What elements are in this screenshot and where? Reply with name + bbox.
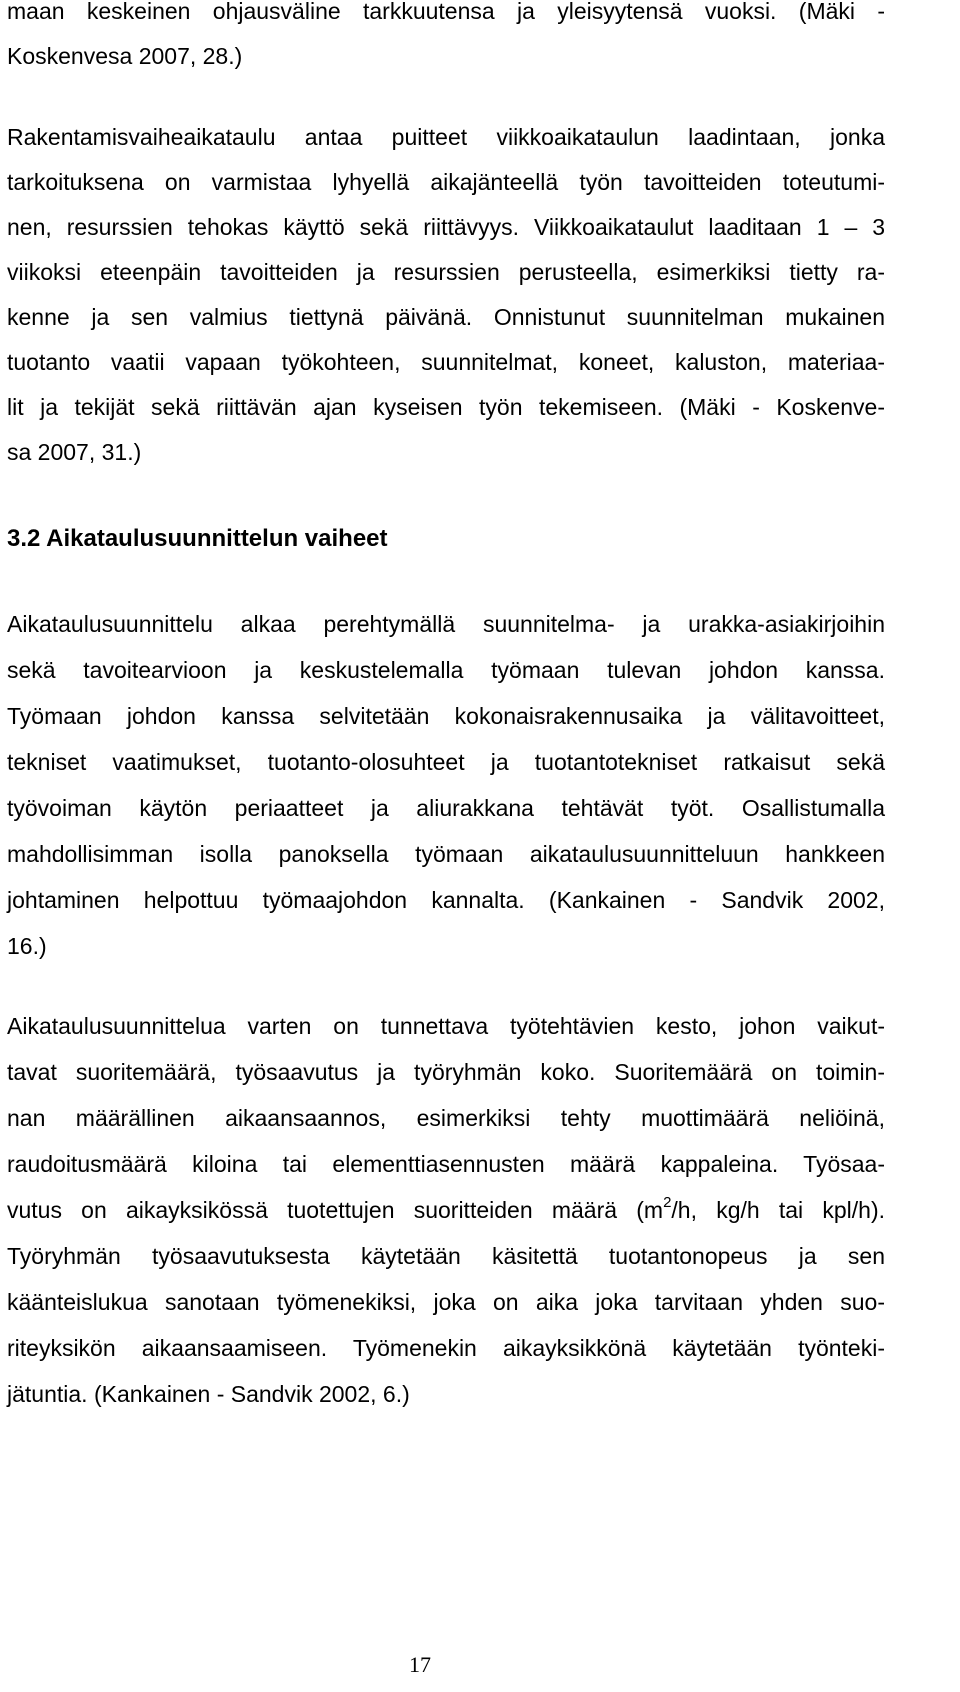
paragraph-2-line-6: tuotanto vaatii vapaan työkohteen, suunnitelmat, koneet, kaluston, materiaa- — [7, 349, 885, 375]
paragraph-4-line-9: jätuntia. (Kankainen - Sandvik 2002, 6.) — [7, 1381, 410, 1407]
section-heading: 3.2 Aikataulusuunnittelun vaiheet — [7, 525, 388, 552]
paragraph-4-line-5 — [7, 1196, 885, 1224]
paragraph-3-line-4: tekniset vaatimukset, tuotanto-olosuhteet ja tuotantotekniset ratkaisut sekä — [7, 749, 885, 775]
paragraph-4-line-1: Aikataulusuunnittelua varten on tunnettava työtehtävien kesto, johon vaikut- — [7, 1013, 885, 1039]
paragraph-3-line-2: sekä tavoitearvioon ja keskustelemalla työmaan tulevan johdon kanssa. — [7, 657, 885, 683]
paragraph-2-line-2: tarkoituksena on varmistaa lyhyellä aikajänteellä työn tavoitteiden toteutumi- — [7, 169, 885, 195]
paragraph-3-line-5: työvoiman käytön periaatteet ja aliurakkana tehtävät työt. Osallistumalla — [7, 795, 885, 821]
line-text-before-superscript: vutus on aikayksikössä tuotettujen suoritteiden määrä (m — [7, 1197, 664, 1223]
paragraph-2-line-4: viikoksi eteenpäin tavoitteiden ja resurssien perusteella, esimerkiksi tietty ra- — [7, 259, 885, 285]
paragraph-2-line-8: sa 2007, 31.) — [7, 439, 142, 465]
paragraph-2-line-3: nen, resurssien tehokas käyttö sekä riittävyys. Viikkoaikataulut laaditaan 1 – 3 — [7, 214, 885, 240]
paragraph-4-line-6: Työryhmän työsaavutuksesta käytetään käsitettä tuotantonopeus ja sen — [7, 1243, 885, 1269]
paragraph-3-line-7: johtaminen helpottuu työmaajohdon kannalta. (Kankainen - Sandvik 2002, — [7, 887, 885, 913]
line-text-after-superscript: /h, kg/h tai kpl/h). — [671, 1197, 886, 1223]
paragraph-4-line-8: riteyksikön aikaansaamiseen. Työmenekin aikayksikkönä käytetään työnteki- — [7, 1335, 885, 1361]
page-number: 17 — [409, 1652, 431, 1677]
paragraph-4-line-3: nan määrällinen aikaansaannos, esimerkiksi tehty muottimäärä neliöinä, — [7, 1105, 885, 1131]
paragraph-1-line-1: maan keskeinen ohjausväline tarkkuutensa ja yleisyytensä vuoksi. (Mäki - — [7, 0, 885, 24]
paragraph-3-line-8: 16.) — [7, 933, 47, 959]
paragraph-1-line-2: Koskenvesa 2007, 28.) — [7, 43, 243, 69]
paragraph-3-line-3: Työmaan johdon kanssa selvitetään kokonaisrakennusaika ja välitavoitteet, — [7, 703, 885, 729]
paragraph-4-line-2: tavat suoritemäärä, työsaavutus ja työryhmän koko. Suoritemäärä on toimin- — [7, 1059, 885, 1085]
paragraph-2-line-7: lit ja tekijät sekä riittävän ajan kyseisen työn tekemiseen. (Mäki - Koskenve- — [7, 394, 885, 420]
paragraph-2-line-1: Rakentamisvaiheaikataulu antaa puitteet viikkoaikataulun laadintaan, jonka — [7, 124, 885, 150]
paragraph-3-line-6: mahdollisimman isolla panoksella työmaan aikataulusuunnitteluun hankkeen — [7, 841, 885, 867]
superscript-two: 2 — [663, 1194, 672, 1212]
paragraph-2-line-5: kenne ja sen valmius tiettynä päivänä. Onnistunut suunnitelman mukainen — [7, 304, 885, 330]
paragraph-4-line-7: käänteislukua sanotaan työmenekiksi, joka on aika joka tarvitaan yhden suo- — [7, 1289, 885, 1315]
paragraph-3-line-1: Aikataulusuunnittelu alkaa perehtymällä suunnitelma- ja urakka-asiakirjoihin — [7, 611, 885, 637]
paragraph-4-line-4: raudoitusmäärä kiloina tai elementtiasennusten määrä kappaleina. Työsaa- — [7, 1151, 885, 1177]
